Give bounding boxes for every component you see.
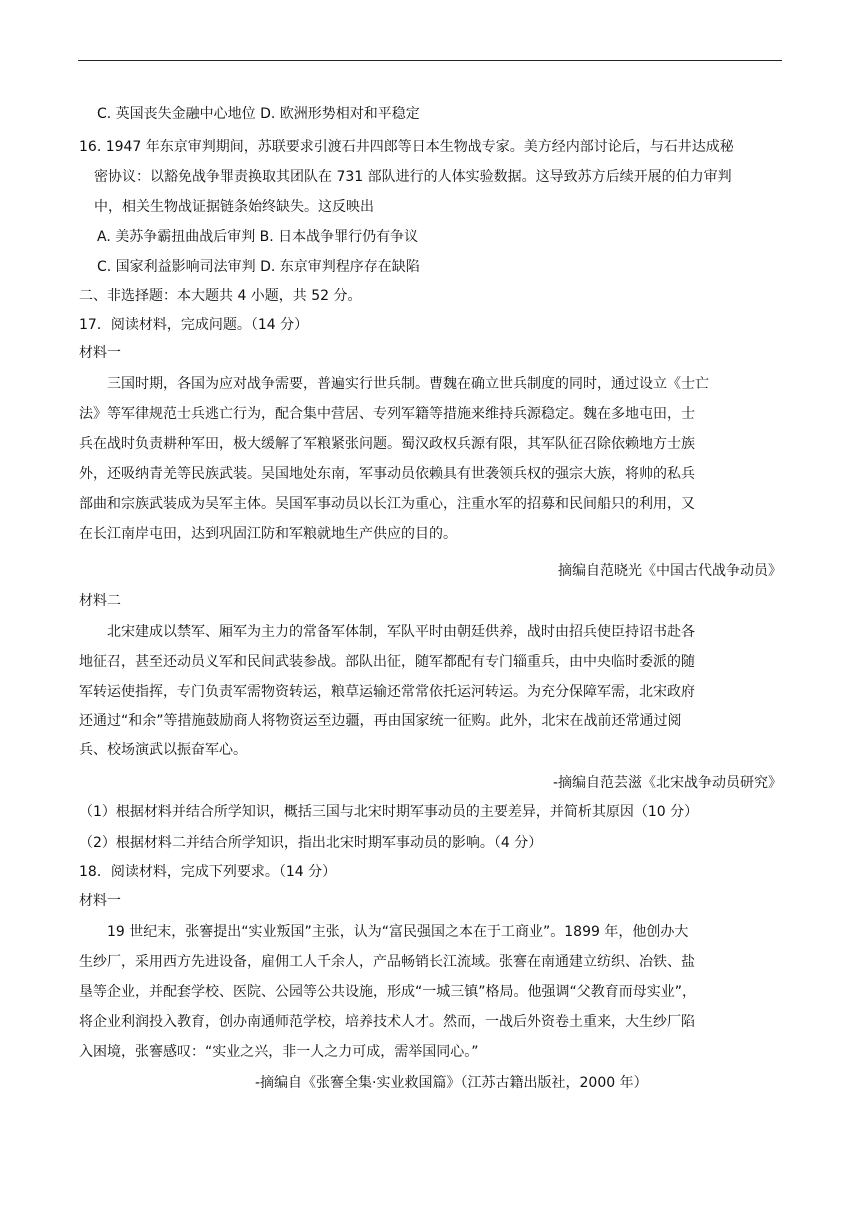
- q18-material1-label: 材料一: [79, 893, 121, 909]
- q17-material2-line-4: 还通过“和余”等措施鼓励商人将物资运至边疆，再由国家统一征购。此外，北宋在战前还常通过阅: [79, 713, 682, 729]
- q17-material2-line-1: 北宋建成以禁军、厢军为主力的常备军体制，军队平时由朝廷供养，战时由招兵使臣持诏书赴各: [107, 624, 695, 640]
- q18-material1-line-5: 入困境，张謇感叹：“实业之兴，非一人之力可成，需举国同心。”: [79, 1044, 479, 1060]
- q17-material2-line-5: 兵、校场演武以振奋军心。: [79, 742, 247, 758]
- header-rule: [78, 60, 782, 61]
- q17-subquestion-2: （2）根据材料二并结合所学知识，指出北宋时期军事动员的影响。（4 分）: [79, 835, 543, 851]
- q17-material2-line-2: 地征召，甚至还动员义军和民间武装参战。部队出征，随军都配有专门辎重兵，由中央临时委派的随: [79, 654, 695, 670]
- q17-material1-line-4: 外，还吸纳青羌等民族武装。吴国地处东南，军事动员依赖具有世袭领兵权的强宗大族，将帅的私兵: [79, 466, 695, 482]
- q16-stem-line-1: 16. 1947 年东京审判期间，苏联要求引渡石井四郎等日本生物战专家。美方经内部讨论后，与石井达成秘: [79, 139, 734, 155]
- q17-material2-source: -摘编自范芸滋《北宋战争动员研究》: [552, 775, 782, 791]
- q15-options-cd: C. 英国丧失金融中心地位 D. 欧洲形势相对和平稳定: [97, 106, 420, 122]
- section2-heading: 二、非选择题：本大题共 4 小题，共 52 分。: [79, 288, 362, 304]
- q17-title: 17．阅读材料，完成问题。（14 分）: [79, 317, 309, 333]
- q16-stem-line-3: 中，相关生物战证据链条始终缺失。这反映出: [94, 199, 374, 215]
- q18-material1-line-2: 生纱厂，采用西方先进设备，雇佣工人千余人，产品畅销长江流域。张謇在南通建立纺织、冶铁、盐: [79, 954, 695, 970]
- q17-subquestion-1: （1）根据材料并结合所学知识，概括三国与北宋时期军事动员的主要差异，并简析其原因（10 分）: [79, 804, 699, 820]
- q16-options-cd: C. 国家利益影响司法审判 D. 东京审判程序存在缺陷: [97, 259, 420, 275]
- q17-material1-line-5: 部曲和宗族武装成为吴军主体。吴国军事动员以长江为重心，注重水军的招募和民间船只的利用，又: [79, 496, 695, 512]
- q16-stem-line-2: 密协议：以豁免战争罪责换取其团队在 731 部队进行的人体实验数据。这导致苏方后续开展的伯力审判: [94, 169, 732, 185]
- q17-material2-label: 材料二: [79, 593, 121, 609]
- q17-material1-label: 材料一: [79, 345, 121, 361]
- q17-material1-line-3: 兵在战时负责耕种军田，极大缓解了军粮紧张问题。蜀汉政权兵源有限，其军队征召除依赖地方士族: [79, 436, 695, 452]
- q17-material1-line-2: 法》等军律规范士兵逃亡行为，配合集中营居、专列军籍等措施来维持兵源稳定。魏在多地屯田，士: [79, 406, 695, 422]
- q18-material1-source: -摘编自《张謇全集·实业救国篇》（江苏古籍出版社，2000 年）: [255, 1075, 648, 1091]
- q17-material2-line-3: 军转运使指挥，专门负责军需物资转运，粮草运输还常常依托运河转运。为充分保障军需，北宋政府: [79, 684, 695, 700]
- q16-options-ab: A. 美苏争霸扭曲战后审判 B. 日本战争罪行仍有争议: [97, 229, 419, 245]
- q18-title: 18．阅读材料，完成下列要求。（14 分）: [79, 864, 337, 880]
- q17-material1-source: 摘编自范晓光《中国古代战争动员》: [558, 563, 782, 579]
- q17-material1-line-1: 三国时期，各国为应对战争需要，普遍实行世兵制。曹魏在确立世兵制度的同时，通过设立《士亡: [107, 376, 709, 392]
- q18-material1-line-1: 19 世纪末，张謇提出“实业叛国”主张，认为“富民强国之本在于工商业”。1899 年，他创办大: [107, 924, 689, 940]
- q18-material1-line-3: 垦等企业，并配套学校、医院、公园等公共设施，形成“一城三镇”格局。他强调“父教育而母实业”，: [79, 984, 697, 1000]
- q18-material1-line-4: 将企业利润投入教育，创办南通师范学校，培养技术人才。然而，一战后外资卷土重来，大生纱厂陷: [79, 1014, 695, 1030]
- q17-material1-line-6: 在长江南岸屯田，达到巩固江防和军粮就地生产供应的目的。: [79, 526, 457, 542]
